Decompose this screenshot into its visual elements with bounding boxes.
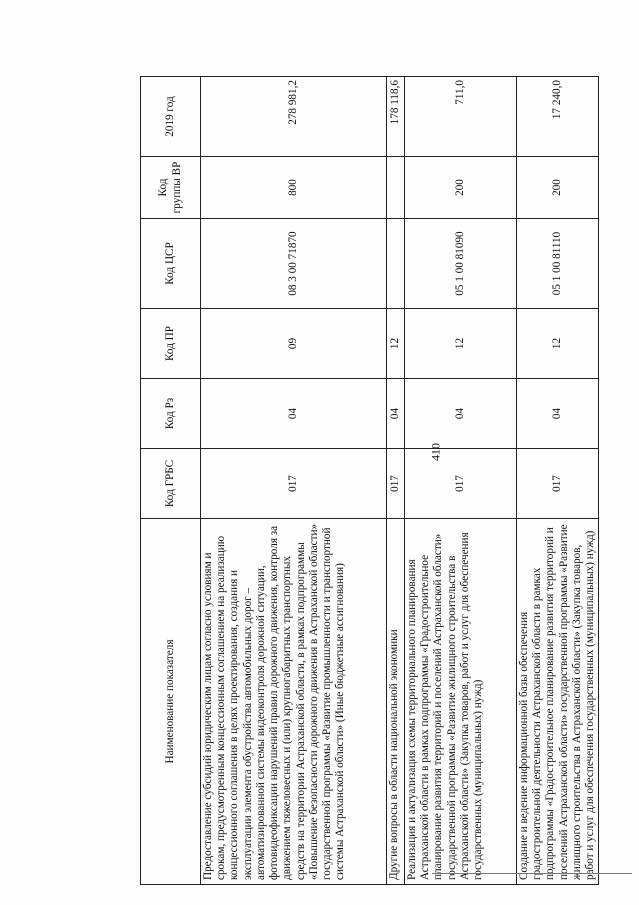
row-rz: 04 (387, 379, 405, 449)
row-name: Другие вопросы в области национальной экономики (387, 519, 405, 885)
row-vr: 800 (201, 157, 387, 219)
row-rz: 04 (201, 379, 387, 449)
row-rz: 04 (405, 379, 517, 449)
header-year: 2019 год (141, 77, 201, 157)
row-vr: 200 (405, 157, 517, 219)
table-row (517, 77, 599, 885)
budget-table-container (140, 77, 597, 885)
header-rz: Код Рз (141, 379, 201, 449)
table-row (387, 77, 405, 885)
row-grbs: 017 (517, 449, 599, 519)
row-name: Реализация и актуализация схемы территориального планирования Астраханской области в рамках подпрограммы «Градостроительное планирование развития территорий и поселений Астраханской области» государственной программы «Развитие жилищного строительства в Астраханской области» (Закупка товаров, работ и услуг для обеспечения государственных (муниципальных) нужд) (405, 519, 517, 885)
row-csr (387, 219, 405, 309)
row-year: 278 981,2 (201, 77, 387, 157)
row-grbs: 017 (405, 449, 517, 519)
row-csr: 08 3 00 71870 (201, 219, 387, 309)
row-csr: 05 1 00 81090 (405, 219, 517, 309)
header-pr: Код ПР (141, 309, 201, 379)
row-pr: 09 (201, 309, 387, 379)
row-vr: 200 (517, 157, 599, 219)
row-year: 711,0 (405, 77, 517, 157)
header-vr: Код группы ВР (141, 157, 201, 219)
row-grbs: 017 (387, 449, 405, 519)
header-name: Наименование показателя (141, 519, 201, 885)
table-header-row (141, 77, 201, 885)
table-row (201, 77, 387, 885)
row-csr: 05 1 00 81110 (517, 219, 599, 309)
row-name: Предоставление субсидий юридическим лицам согласно условиям и срокам, предусмотренным концессионным соглашением на реализацию концессионного соглашения в целях проектирования, создания и эксплуатации элемента обустройства автомобильных дорог – автоматизированной системы видеоконтроля дорожной ситуации, фотовидеофиксации нарушений правил дорожного движения, контроля за движением тяжеловесных и (или) крупногабаритных транспортных средств на территории Астраханской области, в рамках подпрограммы «Повышение безопасности дорожного движения в Астраханской области» государственной программы «Развитие промышленности и транспортной системы Астраханской области» (Иные бюджетные ассигнования) (201, 519, 387, 885)
header-grbs: Код ГРБС (141, 449, 201, 519)
row-grbs: 017 (201, 449, 387, 519)
row-pr: 12 (517, 309, 599, 379)
row-year: 178 118,6 (387, 77, 405, 157)
row-pr: 12 (387, 309, 405, 379)
row-vr (387, 157, 405, 219)
row-rz: 04 (517, 379, 599, 449)
header-csr: Код ЦСР (141, 219, 201, 309)
row-year: 17 240,0 (517, 77, 599, 157)
bottom-rule (432, 873, 632, 874)
page-number: 410 (428, 443, 443, 461)
budget-table (140, 76, 599, 885)
row-name: Создание и ведение информационной базы обеспечения градостроительной деятельности Астраханской области в рамках подпрограммы «Градостроительное планирование развития территорий и поселений Астраханской области» государственной программы «Развитие жилищного строительства в Астраханской области» (Закупка товаров, работ и услуг для обеспечения государственных (муниципальных) нужд) (517, 519, 599, 885)
table-row (405, 77, 517, 885)
row-pr: 12 (405, 309, 517, 379)
